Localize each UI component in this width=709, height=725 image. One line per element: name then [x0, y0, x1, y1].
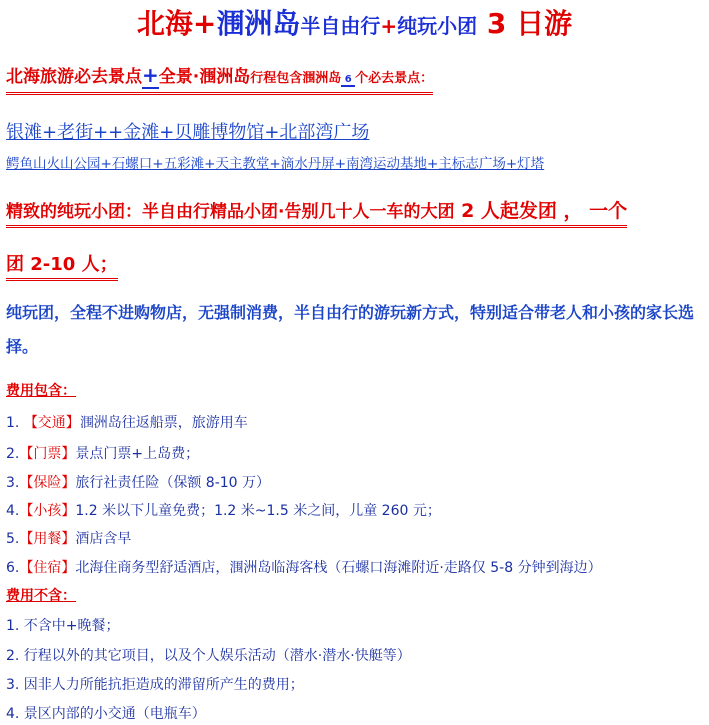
- included-item: [6, 472, 270, 492]
- item-number: 6.: [6, 560, 20, 576]
- included-item: [6, 557, 602, 577]
- item-number: 2.: [6, 446, 20, 462]
- item-number: 1.: [6, 415, 24, 431]
- title-beihai: 北海: [136, 7, 193, 40]
- tour-heading-line2: 团 2-10 人；: [6, 252, 118, 281]
- tour-text-big: 2 人起发团 ， 一个: [454, 200, 628, 222]
- item-number: 3.: [6, 475, 20, 491]
- item-text: 1.2 米以下儿童免费；1.2 米~1.5 米之间，儿童 260 元；: [75, 503, 441, 519]
- attractions-main-link[interactable]: 银滩+老街++金滩+贝雕博物馆+北部湾广场: [6, 122, 370, 143]
- item-text: 旅行社责任险（保额 8-10 万）: [75, 475, 271, 491]
- excluded-label: 费用不含：: [6, 588, 76, 604]
- title-plus: +: [380, 14, 398, 38]
- item-text: 北海住商务型舒适酒店，涠洲岛临海客栈（石螺口海滩附近·走路仅 5-8 分钟到海边）: [75, 560, 602, 576]
- item-tag: 【交通】: [23, 415, 80, 431]
- included-item: [6, 412, 248, 432]
- item-tag: 【门票】: [19, 446, 76, 462]
- heading-text: 个必去景点：: [355, 71, 434, 86]
- title-plus: +: [192, 7, 217, 40]
- item-number: 4.: [6, 503, 20, 519]
- tour-heading-line1: [6, 198, 627, 228]
- item-number: 5.: [6, 531, 20, 547]
- tour-text: 精致的纯玩小团：半自由行精品小团·告别几十人一车的大团: [6, 202, 455, 222]
- item-tag: 【小孩】: [19, 503, 76, 519]
- heading-text: 全景·涠洲岛: [158, 67, 251, 87]
- heading-text: 北海旅游必去景点: [6, 67, 142, 87]
- item-text: 涠洲岛往返船票，旅游用车: [79, 415, 248, 431]
- item-tag: 【用餐】: [19, 531, 76, 547]
- title-weizhou: 涠洲岛: [216, 7, 301, 40]
- excluded-item: 3. 因非人力所能抗拒造成的滞留所产生的费用；: [6, 677, 304, 693]
- excluded-item: 4. 景区内部的小交通（电瓶车）: [6, 706, 206, 722]
- page-title: [0, 4, 709, 48]
- title-semi-free: 半自由行: [300, 14, 381, 38]
- included-item: [6, 528, 131, 548]
- excluded-item: 2. 行程以外的其它项目，以及个人娱乐活动（潜水·潜水·快艇等）: [6, 648, 411, 664]
- included-label: 费用包含：: [6, 383, 76, 399]
- attractions-sub-link[interactable]: 鳄鱼山火山公园+石螺口+五彩滩+天主教堂+滴水丹屏+南湾运动基地+主标志广场+灯塔: [6, 156, 545, 172]
- item-text: 酒店含早: [75, 531, 132, 547]
- heading-plus: +: [142, 63, 159, 87]
- item-tag: 【保险】: [19, 475, 76, 491]
- item-tag: 【住宿】: [19, 560, 76, 576]
- item-text: 景点门票+上岛费；: [75, 446, 200, 462]
- intro-paragraph: 纯玩团，全程不进购物店，无强制消费，半自由行的游玩新方式，特别适合带老人和小孩的家长选择。: [6, 303, 695, 356]
- heading-text: 行程包含涠洲岛: [250, 71, 342, 86]
- included-item: [6, 443, 199, 463]
- included-item: [6, 500, 441, 520]
- title-small-group: 纯玩小团: [397, 14, 478, 38]
- must-see-heading: [6, 64, 433, 95]
- heading-number: 6: [341, 74, 356, 85]
- title-days: 3 日游: [477, 7, 573, 40]
- excluded-item: 1. 不含中+晚餐；: [6, 618, 120, 634]
